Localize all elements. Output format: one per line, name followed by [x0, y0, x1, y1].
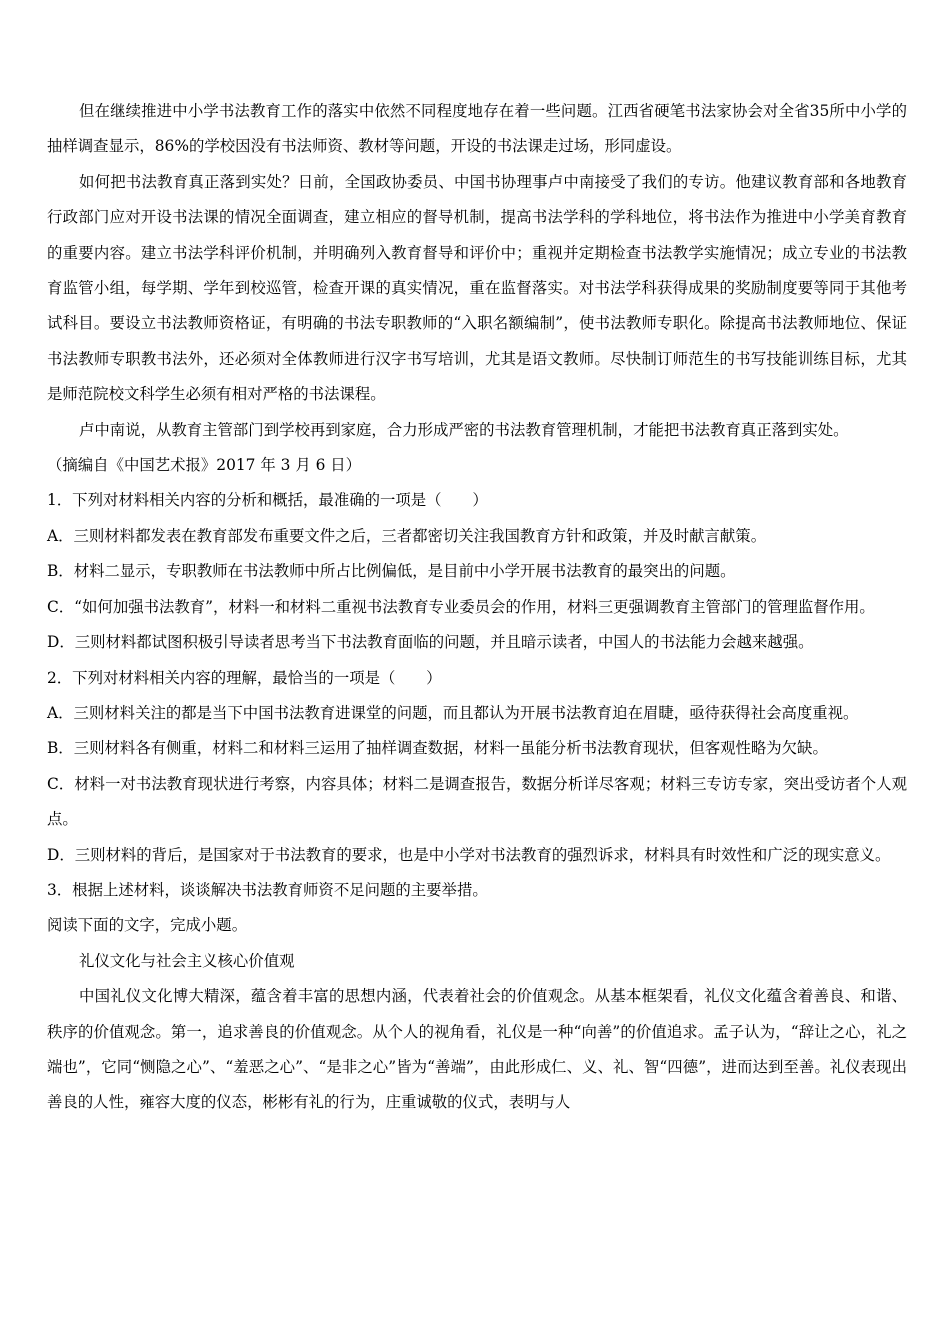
- document-page: [47, 94, 907, 1121]
- paragraph-3: 卢中南说，从教育主管部门到学校再到家庭，合力形成严密的书法教育管理机制，才能把书法教育真正落到实处。: [79, 420, 849, 439]
- reading-body: 中国礼仪文化博大精深，蕴含着丰富的思想内涵，代表着社会的价值观念。从基本框架看，礼仪文化蕴含着善良、和谐、秩序的价值观念。第一，追求善良的价值观念。从个人的视角看，礼仪是一种“向善”的价值追求。孟子认为，“辞让之心，礼之端也”，它同“恻隐之心”、“羞恶之心”、“是非之心”皆为“善端”，由此形成仁、义、礼、智“四德”，进而达到至善。礼仪表现出善良的人性，雍容大度的仪态，彬彬有礼的行为，庄重诚敬的仪式，表明与人: [47, 987, 907, 1112]
- question-1-option-a: A．三则材料都发表在教育部发布重要文件之后，三者都密切关注我国教育方针和政策，并及时献言献策。: [47, 526, 767, 545]
- reading-title: 礼仪文化与社会主义核心价值观: [79, 951, 295, 970]
- question-2-option-c: C．材料一对书法教育现状进行考察，内容具体；材料二是调查报告，数据分析详尽客观；材料三专访专家，突出受访者个人观点。: [47, 774, 907, 829]
- paragraph-1: 但在继续推进中小学书法教育工作的落实中依然不同程度地存在着一些问题。江西省硬笔书法家协会对全省35所中小学的抽样调查显示，86%的学校因没有书法师资、教材等问题，开设的书法课走过场，形同虚设。: [47, 102, 907, 156]
- question-2-option-d: D．三则材料的背后，是国家对于书法教育的要求，也是中小学对书法教育的强烈诉求，材料具有时效性和广泛的现实意义。: [47, 845, 891, 864]
- question-2-option-a: A．三则材料关注的都是当下中国书法教育进课堂的问题，而且都认为开展书法教育迫在眉睫，亟待获得社会高度重视。: [47, 703, 859, 722]
- question-1-option-c: C．“如何加强书法教育”，材料一和材料二重视书法教育专业委员会的作用，材料三更强调教育主管部门的管理监督作用。: [47, 597, 875, 616]
- question-2-option-b: B．三则材料各有侧重，材料二和材料三运用了抽样调查数据，材料一虽能分析书法教育现状，但客观性略为欠缺。: [47, 739, 828, 758]
- question-1-option-d: D．三则材料都试图积极引导读者思考当下书法教育面临的问题，并且暗示读者，中国人的书法能力会越来越强。: [47, 633, 814, 652]
- question-1-option-b: B．材料二显示，专职教师在书法教师中所占比例偏低，是目前中小学开展书法教育的最突出的问题。: [47, 562, 736, 581]
- question-2-stem: 2．下列对材料相关内容的理解，最恰当的一项是（ ）: [47, 668, 442, 687]
- question-3-stem: 3．根据上述材料，谈谈解决书法教育师资不足问题的主要举措。: [47, 880, 488, 899]
- question-1-stem: 1．下列对材料相关内容的分析和概括，最准确的一项是（ ）: [47, 491, 488, 510]
- reading-instruction: 阅读下面的文字，完成小题。: [47, 916, 248, 935]
- source-note: （摘编自《中国艺术报》2017 年 3 月 6 日）: [47, 456, 362, 475]
- paragraph-2: 如何把书法教育真正落到实处？日前，全国政协委员、中国书协理事卢中南接受了我们的专访。他建议教育部和各地教育行政部门应对开设书法课的情况全面调查，建立相应的督导机制，提高书法学科的学科地位，将书法作为推进中小学美育教育的重要内容。建立书法学科评价机制，并明确列入教育督导和评价中；重视并定期检查书法教学实施情况；成立专业的书法教育监管小组，每学期、学年到校巡管，检查开课的真实情况，重在监督落实。对书法学科获得成果的奖励制度要等同于其他考试科目。要设立书法教师资格证，有明确的书法专职教师的“入职名额编制”，使书法教师专职化。除提高书法教师地位、保证书法教师专职教书法外，还必须对全体教师进行汉字书写培训，尤其是语文教师。尽快制订师范生的书写技能训练目标，尤其是师范院校文科学生必须有相对严格的书法课程。: [47, 172, 907, 404]
